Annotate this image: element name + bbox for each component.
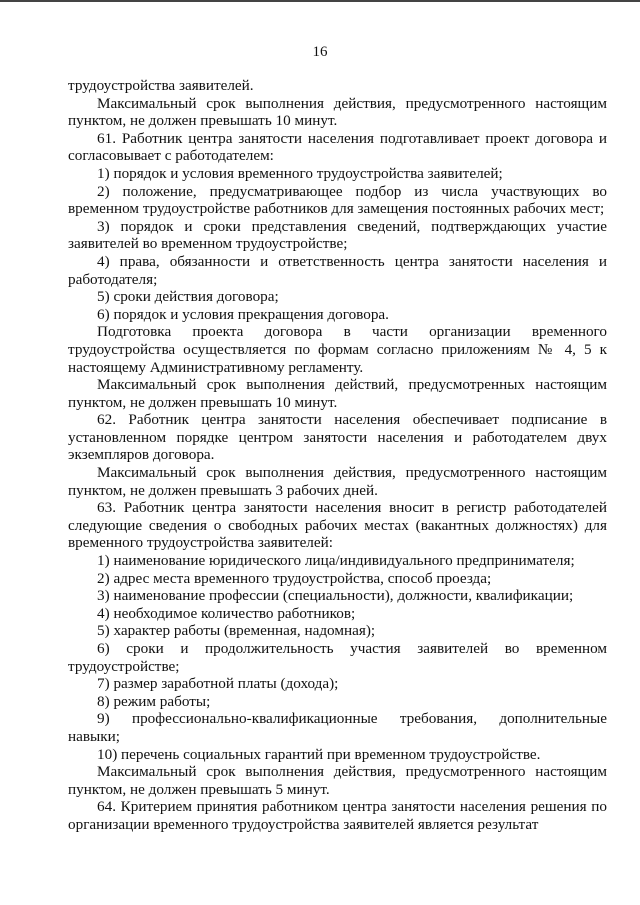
list-item: 5) характер работы (временная, надомная); (97, 622, 376, 640)
paragraph: 62. Работник центра занятости населения обеспечивает подписание в установленном порядке центром занятости населения и работодателем двух экземпляров договора. (68, 411, 607, 464)
paragraph: Максимальный срок выполнения действия, предусмотренного настоящим пунктом, не должен превышать 3 рабочих дней. (68, 464, 607, 499)
paragraph: Максимальный срок выполнения действий, предусмотренных настоящим пунктом, не должен превышать 10 минут. (68, 376, 607, 411)
list-item: 8) режим работы; (97, 692, 211, 710)
list-item: 5) сроки действия договора; (97, 288, 279, 306)
paragraph: Максимальный срок выполнения действия, предусмотренного настоящим пунктом, не должен превышать 5 минут. (68, 763, 607, 798)
paragraph: 63. Работник центра занятости населения вносит в регистр работодателей следующие сведения о свободных рабочих местах (вакантных должностях) для временного трудоустройства заявителей: (68, 499, 607, 552)
list-item: 4) права, обязанности и ответственность центра занятости населения и работодателя; (68, 252, 607, 288)
paragraph: трудоустройства заявителей. (68, 77, 254, 94)
paragraph: 61. Работник центра занятости населения подготавливает проект договора и согласовывает с работодателем: (68, 129, 607, 165)
list-item: 1) порядок и условия временного трудоустройства заявителей; (97, 164, 503, 182)
page-number: 16 (312, 44, 328, 60)
list-item: 2) положение, предусматривающее подбор из числа участвующих во временном трудоустройстве работников для замещения постоянных рабочих мест; (68, 182, 607, 218)
list-item: 2) адрес места временного трудоустройства, способ проезда; (97, 569, 492, 587)
list-item: 4) необходимое количество работников; (97, 604, 356, 622)
paragraph: Подготовка проекта договора в части организации временного трудоустройства осуществляется по формам согласно приложениям № 4, 5 к настоящему Административному регламенту. (68, 323, 607, 376)
list-item: 3) наименование профессии (специальности), должности, квалификации; (97, 587, 574, 605)
list-item: 10) перечень социальных гарантий при временном трудоустройстве. (97, 745, 541, 763)
paragraph: 64. Критерием принятия работником центра занятости населения решения по организации временного трудоустройства заявителей является результат (68, 798, 607, 833)
document-body (68, 77, 607, 834)
list-item: 3) порядок и сроки представления сведений, подтверждающих участие заявителей во временном трудоустройстве; (68, 217, 607, 253)
list-item: 7) размер заработной платы (дохода); (97, 675, 339, 693)
page-top-border (0, 0, 640, 2)
list-item: 9) профессионально-квалификационные требования, дополнительные навыки; (68, 710, 607, 745)
paragraph: Максимальный срок выполнения действия, предусмотренного настоящим пунктом, не должен превышать 10 минут. (68, 94, 607, 130)
list-item: 6) порядок и условия прекращения договора. (97, 305, 389, 323)
list-item: 1) наименование юридического лица/индивидуального предпринимателя; (97, 552, 575, 570)
list-item: 6) сроки и продолжительность участия заявителей во временном трудоустройстве; (68, 640, 607, 675)
